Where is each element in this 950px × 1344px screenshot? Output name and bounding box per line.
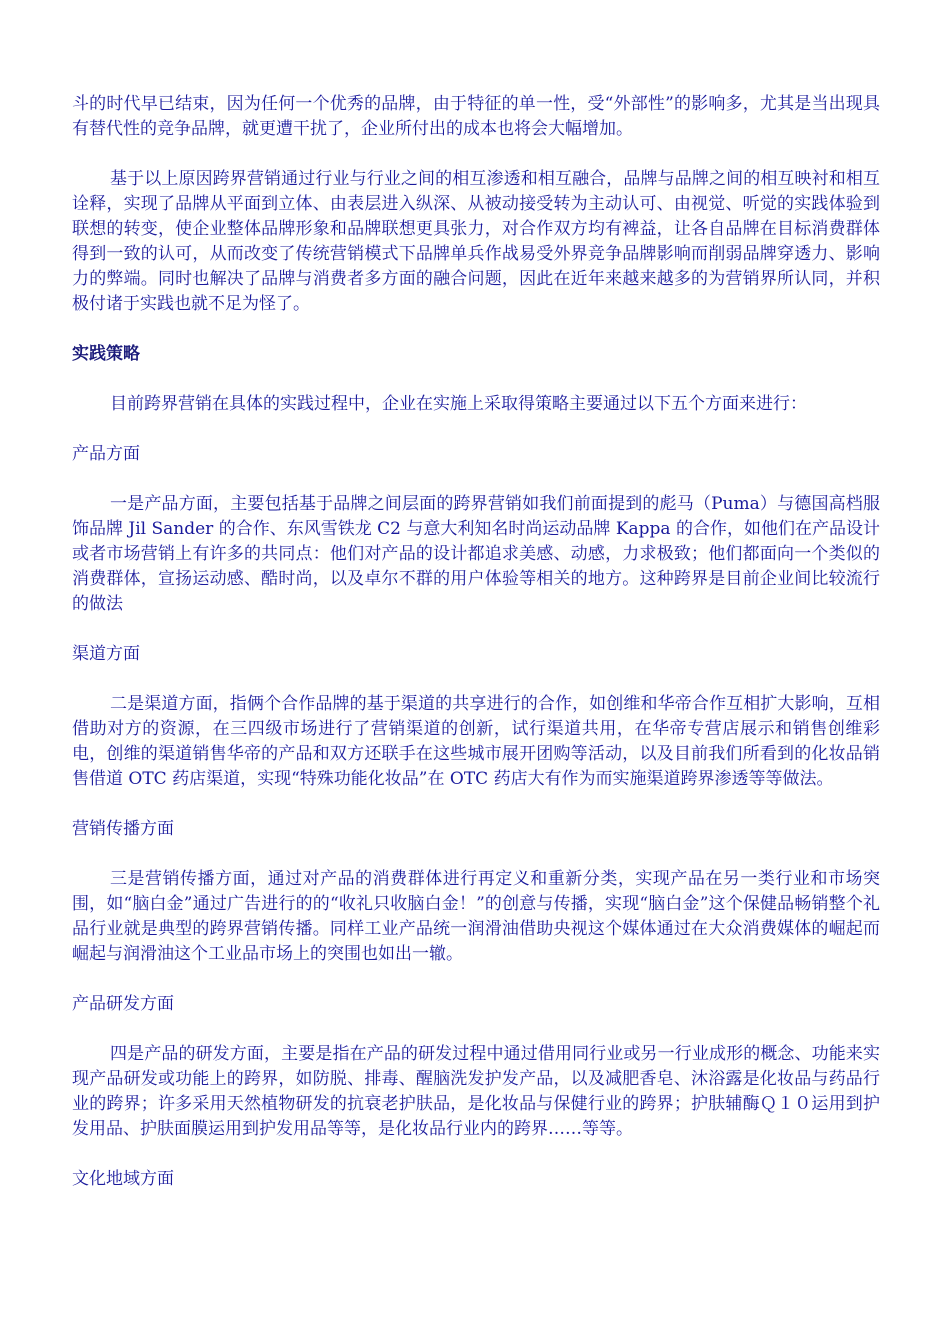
paragraph-reasons: 基于以上原因跨界营销通过行业与行业之间的相互渗透和相互融合，品牌与品牌之间的相互映衬和相互诠释，实现了品牌从平面到立体、由表层进入纵深、从被动接受转为主动认可、由视觉、听觉的实践体验到联想的转变，使企业整体品牌形象和品牌联想更具张力，对合作双方均有裨益，让各自品牌在目标消费群体得到一致的认可，从而改变了传统营销模式下品牌单兵作战易受外界竞争品牌影响而削弱品牌穿透力、影响力的弊端。同时也解决了品牌与消费者多方面的融合问题，因此在近年来越来越多的为营销界所认同，并积极付诸于实践也就不足为怪了。 — [72, 169, 880, 314]
subheading-product: 产品方面 — [72, 444, 140, 464]
subheading-marketing-communication: 营销传播方面 — [72, 819, 174, 839]
subheading-culture-region: 文化地域方面 — [72, 1169, 174, 1189]
section-heading-practice-strategy: 实践策略 — [72, 344, 140, 364]
subheading-channel: 渠道方面 — [72, 644, 140, 664]
subheading-product-rnd: 产品研发方面 — [72, 994, 174, 1014]
document-page — [72, 92, 880, 1217]
paragraph-product: 一是产品方面，主要包括基于品牌之间层面的跨界营销如我们前面提到的彪马（Puma）与德国高档服饰品牌 Jil Sander 的合作、东风雪铁龙 C2 与意大利知名时尚运动品牌 Kappa 的合作，如他们在产品设计或者市场营销上有许多的共同点：他们对产品的设计都追求美感、动感，力求极致；他们都面向一个类似的消费群体，宣扬运动感、酷时尚，以及卓尔不群的用户体验等相关的地方。这种跨界是目前企业间比较流行的做法 — [72, 494, 880, 614]
paragraph-product-rnd: 四是产品的研发方面，主要是指在产品的研发过程中通过借用同行业或另一行业成形的概念、功能来实现产品研发或功能上的跨界，如防脱、排毒、醒脑洗发护发产品，以及减肥香皂、沐浴露是化妆品与药品行业的跨界；许多采用天然植物研发的抗衰老护肤品，是化妆品与保健行业的跨界；护肤辅酶Ｑ１０运用到护发用品、护肤面膜运用到护发用品等等，是化妆品行业内的跨界……等等。 — [72, 1044, 880, 1139]
paragraph-channel: 二是渠道方面，指俩个合作品牌的基于渠道的共享进行的合作，如创维和华帝合作互相扩大影响，互相借助对方的资源，在三四级市场进行了营销渠道的创新，试行渠道共用，在华帝专营店展示和销售创维彩电，创维的渠道销售华帝的产品和双方还联手在这些城市展开团购等活动，以及目前我们所看到的化妆品销售借道 OTC 药店渠道，实现“特殊功能化妆品”在 OTC 药店大有作为而实施渠道跨界渗透等等做法。 — [72, 694, 880, 789]
paragraph-strategy-intro: 目前跨界营销在具体的实践过程中，企业在实施上采取得策略主要通过以下五个方面来进行： — [110, 394, 807, 414]
paragraph-marketing-communication: 三是营销传播方面，通过对产品的消费群体进行再定义和重新分类，实现产品在另一类行业和市场突围，如“脑白金”通过广告进行的的“收礼只收脑白金！”的创意与传播，实现“脑白金”这个保健品畅销整个礼品行业就是典型的跨界营销传播。同样工业产品统一润滑油借助央视这个媒体通过在大众消费媒体的崛起而崛起与润滑油这个工业品市场上的突围也如出一辙。 — [72, 869, 880, 964]
paragraph-intro-continuation: 斗的时代早已结束，因为任何一个优秀的品牌，由于特征的单一性，受“外部性”的影响多，尤其是当出现具有替代性的竞争品牌，就更遭干扰了，企业所付出的成本也将会大幅增加。 — [72, 94, 880, 139]
